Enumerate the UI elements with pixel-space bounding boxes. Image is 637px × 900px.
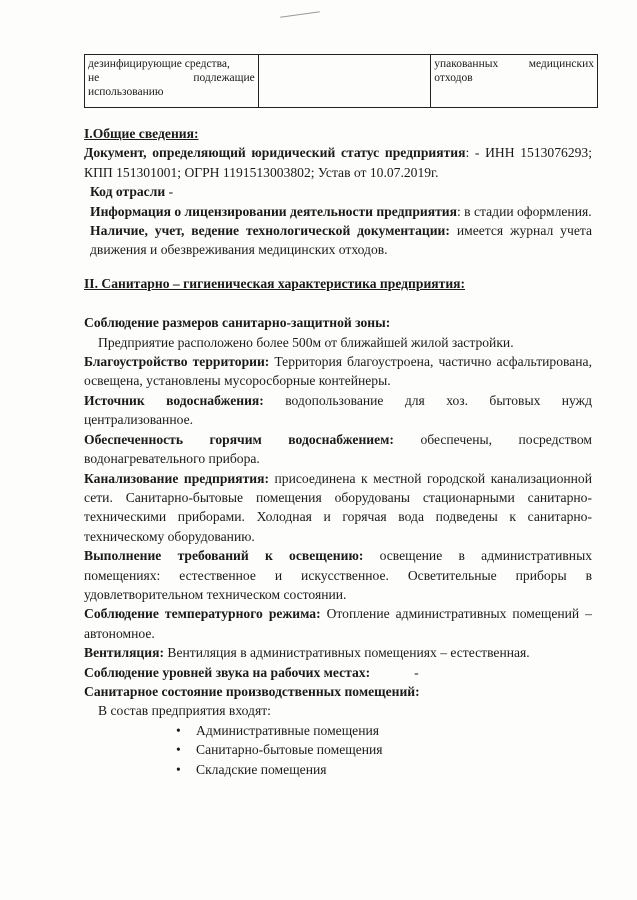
temp-value: Отопление административных помещений – автономное. (84, 606, 592, 641)
industry-code (84, 182, 592, 201)
document-body (84, 124, 592, 779)
territory (84, 352, 592, 391)
table-cell-empty (258, 55, 431, 108)
hotwater-value: обеспечены, посредством водонагревательного прибора. (84, 431, 592, 467)
section1-title: I.Общие сведения: (84, 126, 199, 141)
doc-status (84, 143, 592, 182)
table-cell-substances (85, 55, 259, 108)
noise-value: - (414, 664, 419, 680)
noise-label: Соблюдение уровней звука на рабочих местах: (84, 664, 371, 680)
list-item: • Административные помещения (84, 721, 592, 740)
license-label: Информация о лицензировании деятельности предприятия (90, 203, 457, 219)
hot-water (84, 430, 592, 469)
cell-line: использованию (88, 86, 164, 98)
top-table (84, 54, 598, 108)
tech-docs-value: имеется журнал учета движения и обезвреживания медицинских отходов. (90, 223, 592, 258)
sanitary-label: Санитарное состояние производственных помещений: (84, 683, 420, 699)
section2-title: II. Санитарно – гигиеническая характеристика предприятия: (84, 275, 466, 291)
hotwater-label: Обеспеченность горячим водоснабжением: (84, 431, 394, 447)
noise-levels (84, 663, 592, 682)
lighting (84, 546, 592, 604)
light-value: освещение в административных помещениях: естественное и искусственное. Осветительные приборы в удовлетворительном техническом состоянии. (84, 548, 592, 602)
license-value: : в стадии оформления. (456, 203, 592, 219)
license-info (84, 202, 592, 221)
doc-status-label: Документ, определяющий юридический статус предприятия (84, 145, 466, 161)
sewerage (84, 469, 592, 547)
list-item: • Складские помещения (84, 760, 592, 779)
table-row (85, 55, 598, 108)
industry-code-value: - (165, 184, 174, 200)
industry-code-label: Код отрасли (90, 184, 166, 200)
territory-label: Благоустройство территории: (84, 354, 270, 370)
composition-intro: В состав предприятия входят: (98, 703, 271, 719)
list-item: • Санитарно-бытовые помещения (84, 740, 592, 759)
vent-value: Вентиляция в административных помещениях – естественная. (163, 645, 530, 661)
water-label: Источник водоснабжения: (84, 392, 264, 408)
cell-line: не подлежащие (88, 72, 255, 84)
cell-line: отходов (434, 72, 473, 84)
ventilation (84, 643, 592, 662)
temperature (84, 604, 592, 643)
szz-label: Соблюдение размеров санитарно-защитной зоны: (84, 315, 391, 331)
vent-label: Вентиляция: (84, 645, 164, 661)
rooms-list (84, 721, 592, 779)
temp-label: Соблюдение температурного режима: (84, 606, 321, 622)
water-source (84, 391, 592, 430)
water-value: водопользование для хоз. бытовых нужд централизованное. (84, 392, 592, 428)
territory-value: Территория благоустроена, частично асфальтирована, освещена, установлены мусоросборные контейнеры. (84, 354, 592, 389)
tech-docs (84, 221, 592, 260)
light-label: Выполнение требований к освещению: (84, 548, 364, 564)
cell-line: упакованных медицинских (434, 58, 594, 70)
doc-status-value: : - ИНН 1513076293; КПП 151301001; ОГРН 1191513003802; Устав от 10.07.2019г. (84, 145, 592, 180)
szz-value: Предприятие расположено более 500м от ближайшей жилой застройки. (98, 334, 514, 350)
cell-line: дезинфицирующие средства, (88, 58, 230, 70)
tech-docs-label: Наличие, учет, ведение технологической документации: (90, 223, 450, 239)
sewer-label: Канализование предприятия: (84, 470, 269, 486)
table-cell-waste (431, 55, 598, 108)
sewer-value: присоединена к местной городской канализационной сети. Санитарно-бытовые помещения оборудованы стационарными санитарно-техническими приборами. Холодная и горячая вода подведены к санитарно-техническому оборудованию. (84, 470, 592, 544)
scan-mark (280, 11, 320, 18)
